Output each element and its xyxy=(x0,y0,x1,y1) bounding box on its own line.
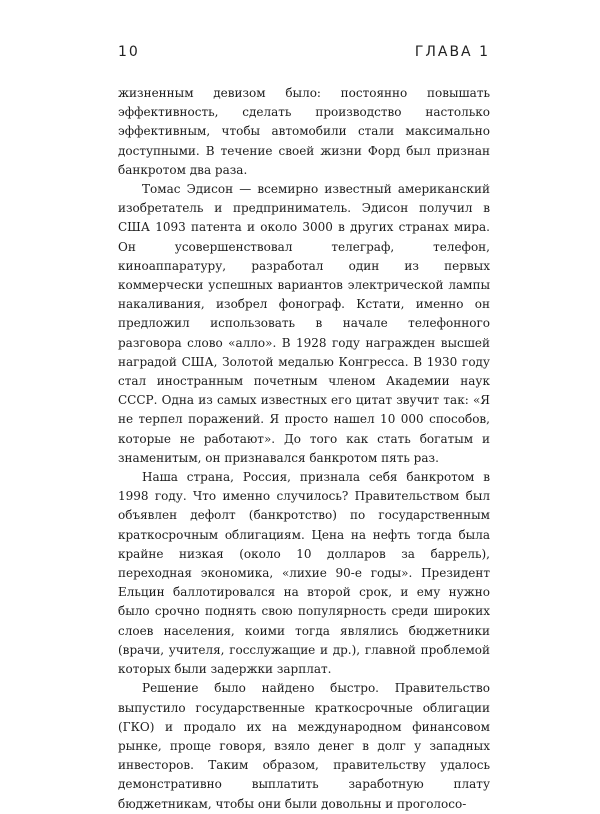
chapter-title: ГЛАВА 1 xyxy=(414,44,490,60)
page-number: 10 xyxy=(118,44,140,60)
running-header xyxy=(118,44,490,64)
paragraph-ford-continued: жизненным девизом было: постоянно повышать эффективность, сделать производство настолько эффективным, чтобы автомобили стали максимально доступными. В течение своей жизни Форд был признан банкротом два раза. xyxy=(118,86,490,177)
paragraph-edison: Томас Эдисон — всемирно известный американский изобретатель и предприниматель. Эдисон получил в США 1093 патента и около 3000 в других странах мира. Он усовершенствовал телеграф, телефон, киноаппаратуру, разработал один из первых коммерчески успешных вариантов электрической лампы накаливания, изобрел фонограф. Кстати, именно он предложил использовать в начале телефонного разговора слово «алло». В 1928 году награжден высшей наградой США, Золотой медалью Конгресса. В 1930 году стал иностранным почетным членом Академии наук СССР. Одна из самых известных его цитат звучит так: «Я не терпел поражений. Я просто нашел 10 000 способов, которые не работают». До того как стать богатым и знаменитым, он признавался банкротом пять раз. xyxy=(118,182,490,465)
page-body-text xyxy=(118,84,490,814)
paragraph-solution: Решение было найдено быстро. Правительство выпустило государственные краткосрочные облигации (ГКО) и продало их на международном финансовом рынке, проще говоря, взяло денег в долг у западных инвесторов. Таким образом, правительству удалось демонстративно выплатить заработную плату бюджетникам, чтобы они были довольны и проголосо- xyxy=(118,681,490,811)
paragraph-russia-default: Наша страна, Россия, признала себя банкротом в 1998 году. Что именно случилось? Правительством был объявлен дефолт (банкротство) по государственным краткосрочным облигациям. Цена на нефть тогда была крайне низкая (около 10 долларов за баррель), переходная экономика, «лихие 90-е годы». Президент Ельцин баллотировался на второй срок, и ему нужно было срочно поднять свою популярность среди широких слоев населения, коими тогда являлись бюджетники (врачи, учителя, госслужащие и др.), главной проблемой которых были задержки зарплат. xyxy=(118,470,490,677)
